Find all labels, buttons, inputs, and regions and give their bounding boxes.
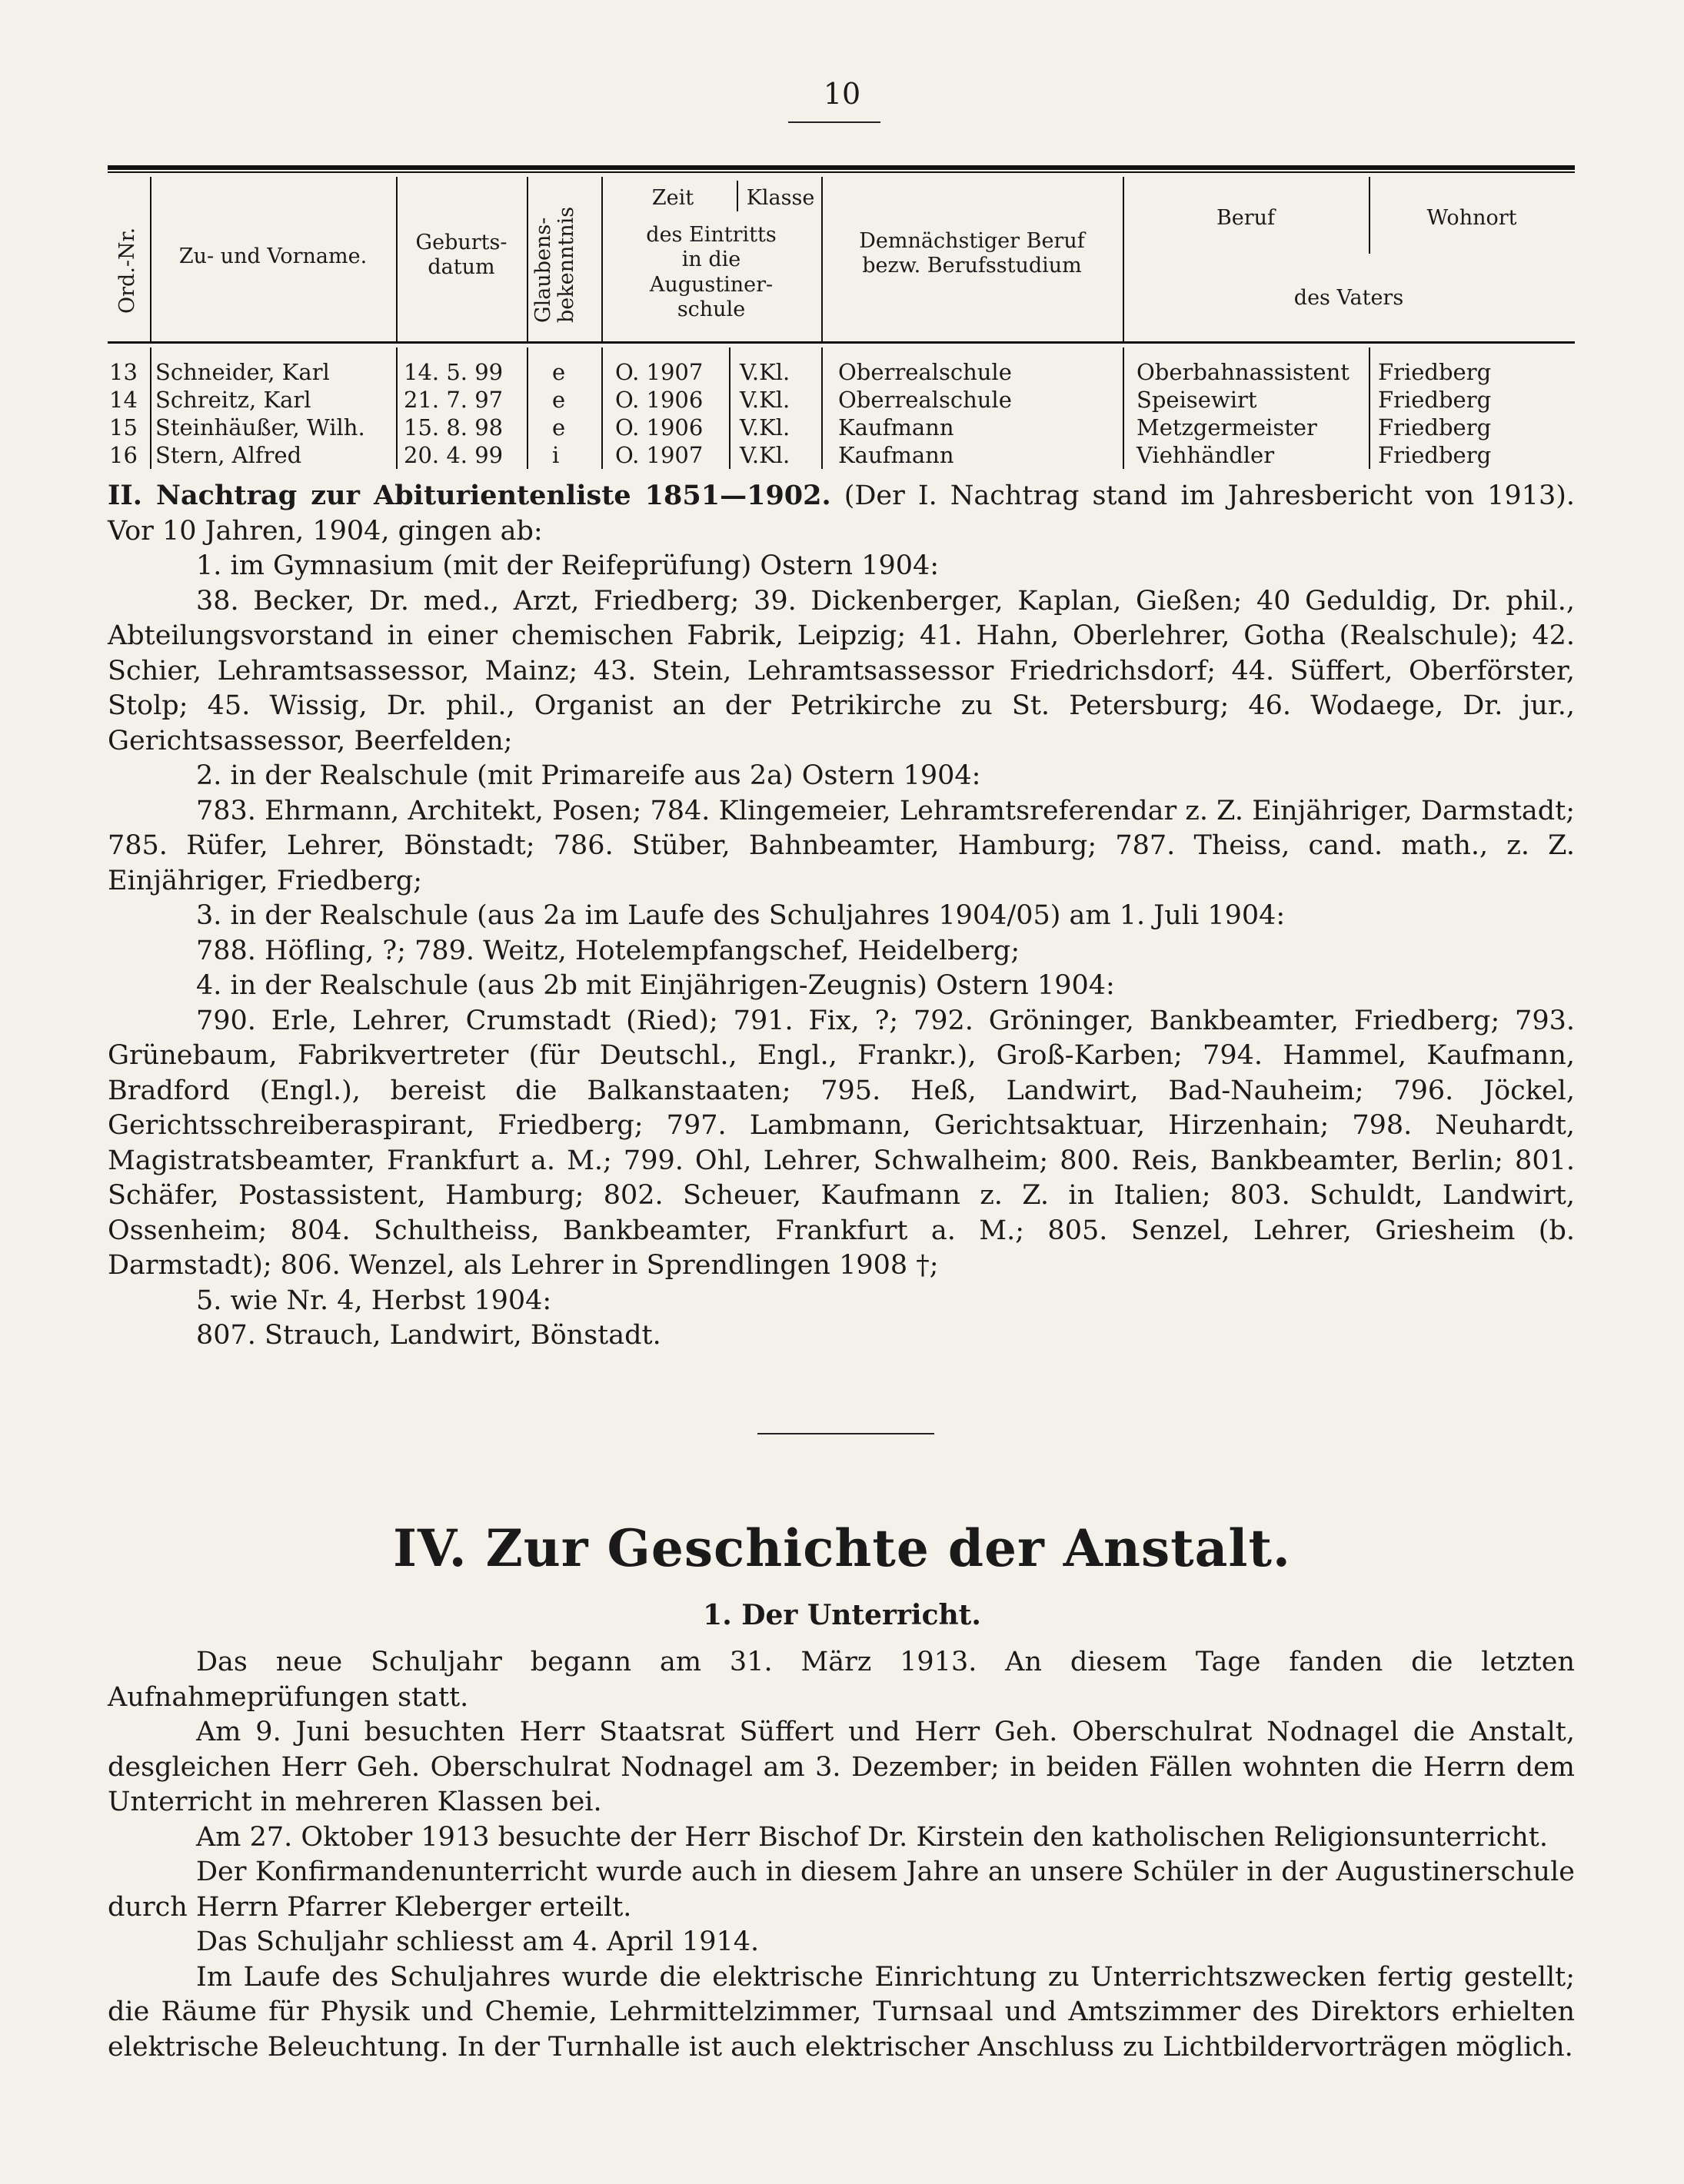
section-heading: 5. wie Nr. 4, Herbst 1904: xyxy=(196,1285,552,1316)
nachtrag-block xyxy=(108,478,1575,1354)
cell-nr: 14 xyxy=(109,387,138,413)
header-glaubensbekenntnis: Glaubens- bekenntnis xyxy=(531,206,578,323)
header-klasse: Klasse xyxy=(746,186,815,210)
cell-nr: 13 xyxy=(109,359,138,385)
cell-wohnort: Friedberg xyxy=(1378,359,1492,385)
section-body: 783. Ehrmann, Architekt, Posen; 784. Klingemeier, Lehramtsreferendar z. Z. Einjähriger, Darmstadt; 785. Rüfer, Lehrer, Bönstadt; 786. Stüber, Bahnbeamter, Hamburg; 787. Theiss, cand. math., z. Z. Einjähriger, Friedberg; xyxy=(108,795,1575,896)
paragraph: Am 27. Oktober 1913 besuchte der Herr Bischof Dr. Kirstein den katholischen Religionsunterricht. xyxy=(196,1821,1548,1853)
cell-klasse: V.Kl. xyxy=(740,414,790,440)
cell-geburtsdatum: 20. 4. 99 xyxy=(404,442,504,468)
cell-zeit: O. 1907 xyxy=(615,359,704,385)
section-separator xyxy=(757,1433,934,1434)
table-row xyxy=(108,386,1575,414)
cell-beruf: Kaufmann xyxy=(838,414,954,440)
nachtrag-intro xyxy=(108,478,1575,549)
unterricht-block xyxy=(108,1645,1575,2065)
cell-vater-beruf: Metzgermeister xyxy=(1137,414,1317,440)
paragraph: Das Schuljahr schliesst am 4. April 1914. xyxy=(196,1926,760,1957)
table-divider xyxy=(527,177,528,341)
cell-vater-beruf: Oberbahnassistent xyxy=(1137,359,1350,385)
cell-nr: 15 xyxy=(109,414,138,440)
cell-vater-beruf: Viehhändler xyxy=(1137,442,1275,468)
table-top-rule xyxy=(108,165,1575,173)
header-kuenftiger-beruf: Demnächstiger Beruf bezw. Berufsstudium xyxy=(859,229,1085,278)
cell-religion: e xyxy=(552,387,566,413)
header-des-vaters: des Vaters xyxy=(1293,286,1404,310)
cell-religion: e xyxy=(552,414,566,440)
section-body: 788. Höfling, ?; 789. Weitz, Hotelempfangschef, Heidelberg; xyxy=(196,935,1020,966)
cell-religion: i xyxy=(552,442,560,468)
page-number-rule xyxy=(788,121,880,123)
header-ord-nr: Ord.-Nr. xyxy=(115,227,139,314)
header-zeit: Zeit xyxy=(651,186,694,210)
header-eintritt: des Eintritts in die Augustiner- schule xyxy=(646,223,777,322)
section-heading: 1. im Gymnasium (mit der Reifeprüfung) Ostern 1904: xyxy=(196,550,940,581)
paragraph: Im Laufe des Schuljahres wurde die elektrische Einrichtung zu Unterrichtszwecken fertig gestellt; die Räume für Physik und Chemie, Lehrmittelzimmer, Turnsaal und Amtszimmer des Direktors erhielten elektrische Beleuchtung. In der Turnhalle ist auch elektrischer Anschluss zu Lichtbildervorträgen möglich. xyxy=(108,1961,1575,2063)
header-wohnort: Wohnort xyxy=(1426,206,1517,230)
cell-name: Stern, Alfred xyxy=(155,442,302,468)
paragraph: Das neue Schuljahr begann am 31. März 1913. An diesem Tage fanden die letzten Aufnahmeprüfungen statt. xyxy=(108,1647,1575,1713)
paragraph: Am 9. Juni besuchten Herr Staatsrat Süffert und Herr Geh. Oberschulrat Nodnagel die Anstalt, desgleichen Herr Geh. Oberschulrat Nodnagel am 3. Dezember; in beiden Fällen wohnten die Herrn dem Unterricht in mehreren Klassen bei. xyxy=(108,1717,1575,1817)
section-body: 807. Strauch, Landwirt, Bönstadt. xyxy=(196,1320,661,1351)
table-divider xyxy=(1123,177,1124,341)
section-heading: 3. in der Realschule (aus 2a im Laufe des Schuljahres 1904/05) am 1. Juli 1904: xyxy=(196,900,1286,931)
cell-religion: e xyxy=(552,359,566,385)
nachtrag-title: II. Nachtrag zur Abiturientenliste 1851—1902. xyxy=(108,480,831,511)
section-body: 38. Becker, Dr. med., Arzt, Friedberg; 39. Dickenberger, Kaplan, Gießen; 40 Geduldig, Dr. phil., Abteilungsvorstand in einer chemischen Fabrik, Leipzig; 41. Hahn, Oberlehrer, Gotha (Realschule); 42. Schier, Lehramtsassessor, Mainz; 43. Stein, Lehramtsassessor Friedrichsdorf; 44. Süffert, Oberförster, Stolp; 45. Wissig, Dr. phil., Organist an der Petrikirche zu St. Petersburg; 46. Wodaege, Dr. jur., Gerichtsassessor, Beerfelden; xyxy=(108,585,1575,756)
cell-beruf: Kaufmann xyxy=(838,442,954,468)
header-name: Zu- und Vorname. xyxy=(178,244,368,268)
table-row xyxy=(108,414,1575,441)
cell-name: Steinhäußer, Wilh. xyxy=(155,414,365,440)
cell-wohnort: Friedberg xyxy=(1378,414,1492,440)
cell-wohnort: Friedberg xyxy=(1378,442,1492,468)
section-heading: 4. in der Realschule (aus 2b mit Einjährigen-Zeugnis) Ostern 1904: xyxy=(196,970,1115,1001)
cell-name: Schreitz, Karl xyxy=(155,387,311,413)
nachtrag-intro-text: (Der I. Nachtrag stand im Jahresbericht von 1913). Vor 10 Jahren, 1904, gingen ab: xyxy=(108,480,1576,547)
cell-nr: 16 xyxy=(109,442,138,468)
cell-beruf: Oberrealschule xyxy=(838,387,1012,413)
chapter-title: IV. Zur Geschichte der Anstalt. xyxy=(393,1518,1291,1578)
cell-name: Schneider, Karl xyxy=(155,359,330,385)
cell-klasse: V.Kl. xyxy=(740,387,790,413)
cell-zeit: O. 1906 xyxy=(615,414,704,440)
table-header-rule xyxy=(108,341,1575,344)
chapter-subtitle: 1. Der Unterricht. xyxy=(703,1599,981,1631)
cell-zeit: O. 1906 xyxy=(615,387,704,413)
cell-klasse: V.Kl. xyxy=(740,442,790,468)
cell-klasse: V.Kl. xyxy=(740,359,790,385)
cell-vater-beruf: Speisewirt xyxy=(1137,387,1257,413)
cell-geburtsdatum: 21. 7. 97 xyxy=(404,387,504,413)
section-heading: 2. in der Realschule (mit Primareife aus 2a) Ostern 1904: xyxy=(196,760,981,791)
header-geburtsdatum: Geburts- datum xyxy=(415,231,508,280)
cell-geburtsdatum: 15. 8. 98 xyxy=(404,414,504,440)
section-body: 790. Erle, Lehrer, Crumstadt (Ried); 791. Fix, ?; 792. Gröninger, Bankbeamter, Friedberg; 793. Grünebaum, Fabrikvertreter (für Deutschl., Engl., Frankr.), Groß-Karben; 794. Hammel, Kaufmann, Bradford (Engl.), bereist die Balkanstaaten; 795. Heß, Landwirt, Bad-Nauheim; 796. Jöckel, Gerichtsschreiberaspirant, Friedberg; 797. Lambmann, Gerichtsaktuar, Hirzenhain; 798. Neuhardt, Magistratsbeamter, Frankfurt a. M.; 799. Ohl, Lehrer, Schwalheim; 800. Reis, Bankbeamter, Berlin; 801. Schäfer, Postassistent, Hamburg; 802. Scheuer, Kaufmann z. Z. in Italien; 803. Schuldt, Landwirt, Ossenheim; 804. Schultheiss, Bankbeamter, Frankfurt a. M.; 805. Senzel, Lehrer, Griesheim (b. Darmstadt); 806. Wenzel, als Lehrer in Sprendlingen 1908 †; xyxy=(108,1005,1575,1281)
page-number: 10 xyxy=(823,77,861,111)
cell-geburtsdatum: 14. 5. 99 xyxy=(404,359,504,385)
cell-beruf: Oberrealschule xyxy=(838,359,1012,385)
header-beruf: Beruf xyxy=(1216,206,1276,230)
table-row xyxy=(108,358,1575,386)
table-row xyxy=(108,441,1575,469)
cell-wohnort: Friedberg xyxy=(1378,387,1492,413)
cell-zeit: O. 1907 xyxy=(615,442,704,468)
paragraph: Der Konfirmandenunterricht wurde auch in diesem Jahre an unsere Schüler in der Augustinerschule durch Herrn Pfarrer Kleberger erteilt. xyxy=(108,1857,1575,1923)
